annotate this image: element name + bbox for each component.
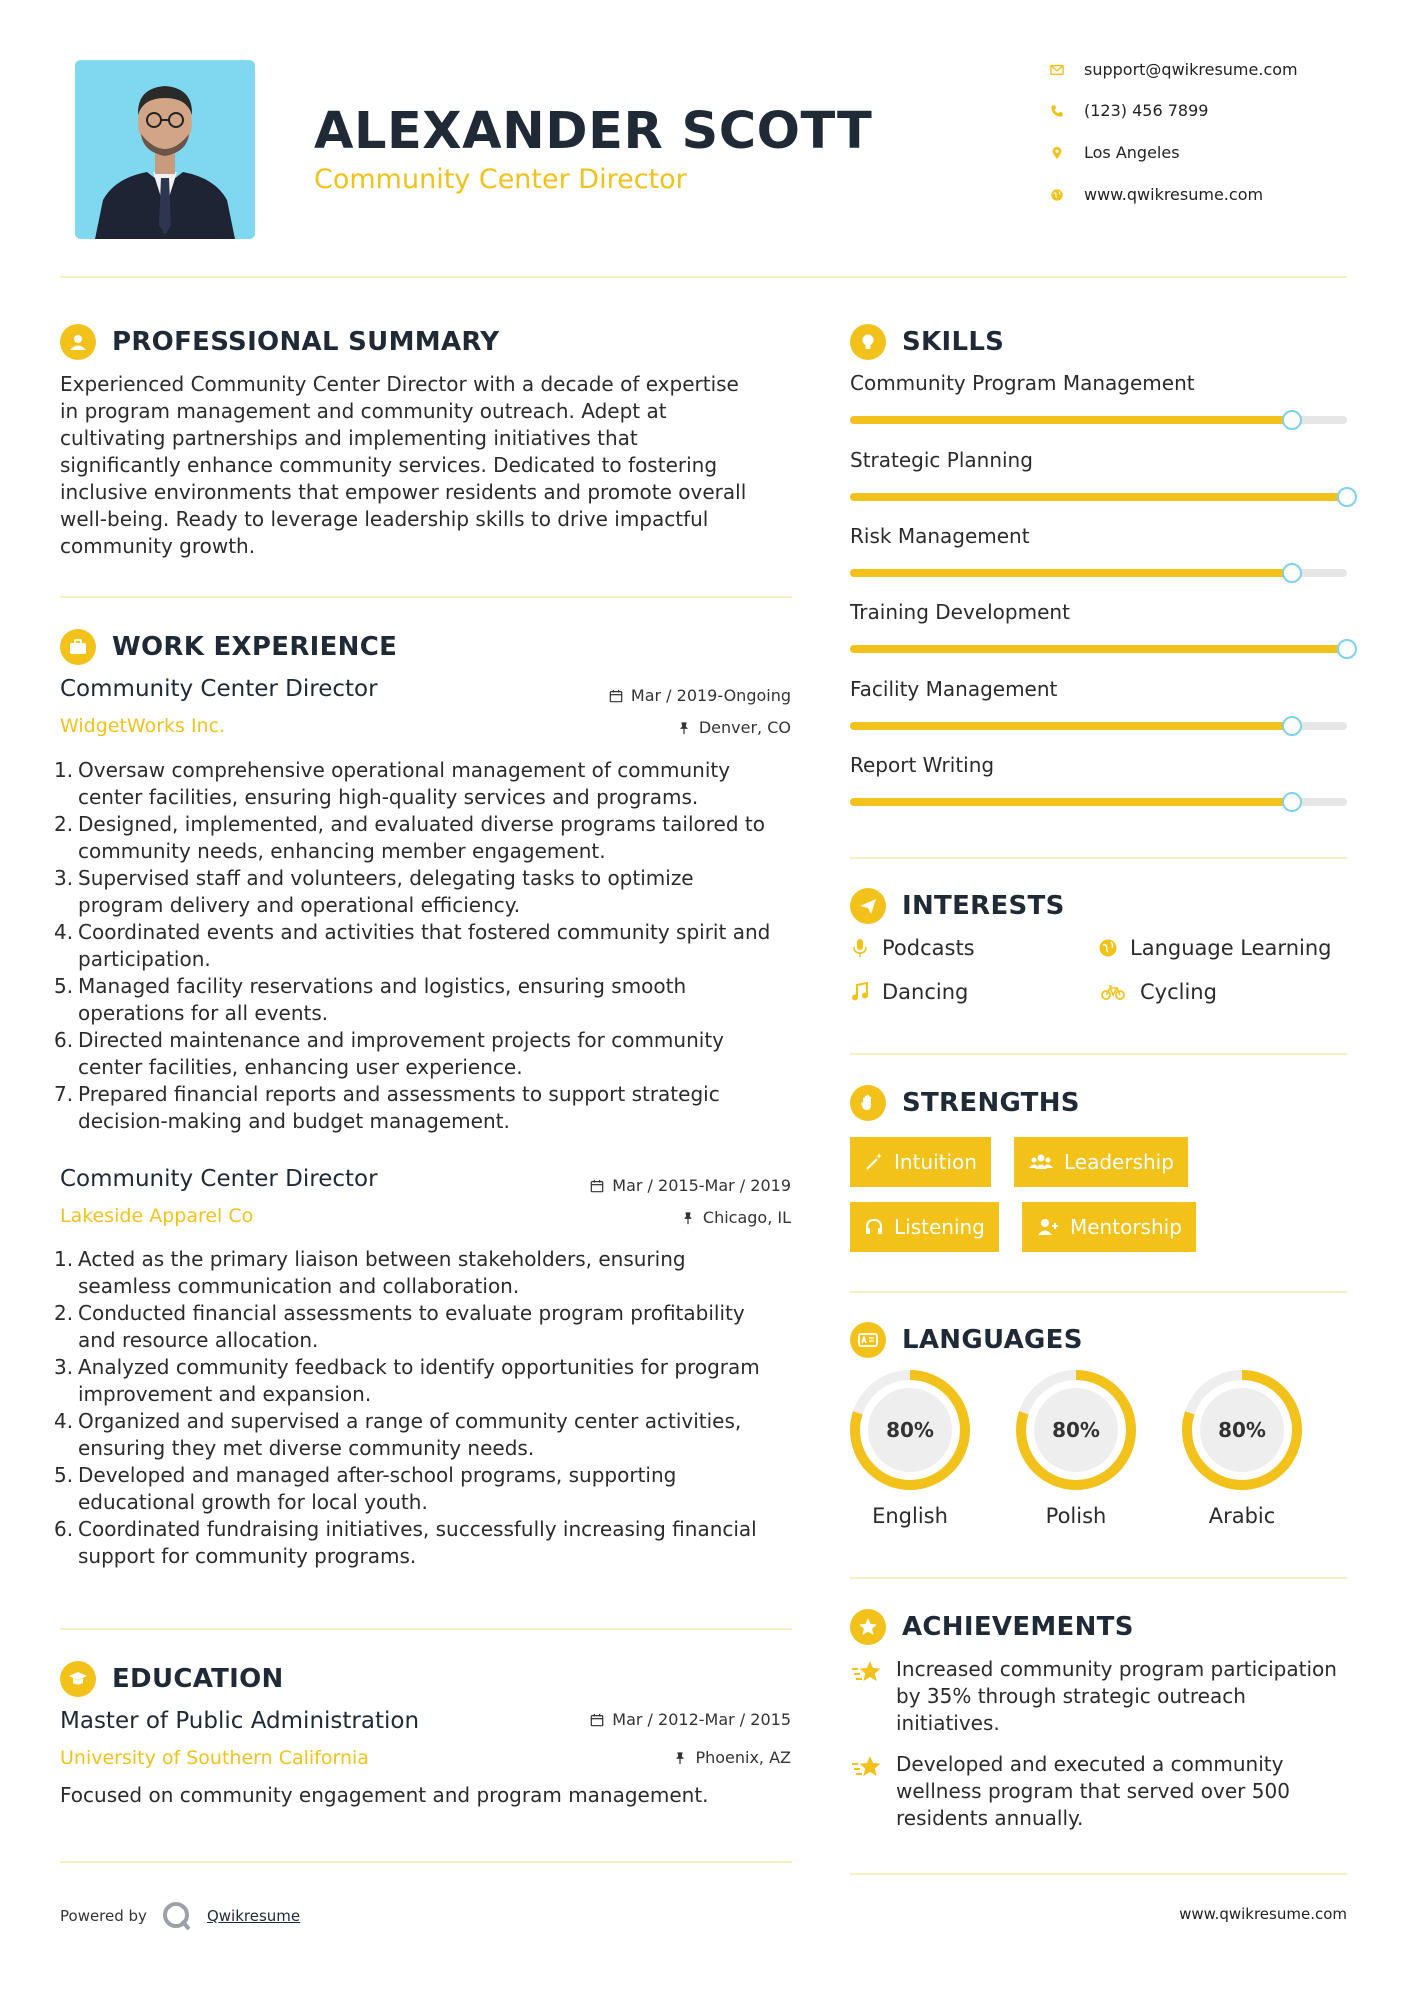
language-card-icon — [850, 1322, 886, 1358]
interest-label: Cycling — [1140, 980, 1217, 1004]
job-location — [681, 1208, 791, 1227]
contact-location — [1050, 143, 1370, 162]
job-bullets — [60, 757, 780, 1135]
map-pin-icon — [1050, 146, 1064, 160]
contact-website[interactable] — [1050, 185, 1370, 204]
magic-wand-icon — [864, 1152, 884, 1172]
graduate-icon — [60, 1661, 96, 1697]
lightbulb-icon — [850, 324, 886, 360]
phone-icon — [1050, 104, 1064, 118]
skill-bar-knob — [1337, 639, 1357, 659]
bicycle-icon — [1098, 982, 1128, 1002]
strength-label: Intuition — [894, 1150, 977, 1174]
job-date — [609, 686, 791, 705]
interests-title: INTERESTS — [902, 891, 1065, 921]
interests-heading — [850, 888, 1065, 924]
education-date — [590, 1710, 791, 1729]
skill-name: Report Writing — [850, 753, 995, 777]
education-date-text: Mar / 2012-Mar / 2015 — [612, 1710, 791, 1729]
skill-bar — [850, 493, 1347, 501]
job-bullet: Coordinated fundraising initiatives, successfully increasing financial support for community programs. — [78, 1517, 757, 1568]
languages-heading — [850, 1322, 1083, 1358]
interest-label: Language Learning — [1130, 936, 1332, 960]
summary-line: significantly enhance community services. Dedicated to fostering — [60, 453, 718, 477]
achievements-title: ACHIEVEMENTS — [902, 1612, 1134, 1642]
job-company: WidgetWorks Inc. — [60, 715, 226, 737]
header-divider — [60, 276, 1347, 278]
briefcase-icon — [60, 629, 96, 665]
job-location-text: Chicago, IL — [702, 1208, 791, 1227]
contact-phone-text: (123) 456 7899 — [1084, 101, 1209, 120]
pushpin-icon — [681, 1211, 695, 1225]
skill-bar-fill — [850, 416, 1292, 424]
job-bullet: Prepared financial reports and assessments to support strategic decision-making and budget management. — [78, 1082, 720, 1133]
strength-label: Mentorship — [1070, 1215, 1182, 1239]
calendar-icon — [590, 1713, 604, 1727]
summary-line: cultivating partnerships and implementing initiatives that — [60, 426, 638, 450]
job-date-text: Mar / 2015-Mar / 2019 — [612, 1176, 791, 1195]
job-bullet: Directed maintenance and improvement projects for community center facilities, enhancing user experience. — [78, 1028, 724, 1079]
microphone-icon — [850, 938, 870, 958]
skill-bar-fill — [850, 569, 1292, 577]
job-bullet: Organized and supervised a range of community center activities, ensuring they met diverse community needs. — [78, 1409, 742, 1460]
summary-line: inclusive environments that empower residents and promote overall — [60, 480, 747, 504]
education-heading — [60, 1661, 284, 1697]
language-name: Arabic — [1208, 1504, 1276, 1528]
education-location — [673, 1748, 791, 1767]
skills-heading — [850, 324, 1004, 360]
skill-bar-knob — [1282, 716, 1302, 736]
calendar-icon — [590, 1179, 604, 1193]
skill-bar-fill — [850, 722, 1292, 730]
achievements-heading — [850, 1609, 1134, 1645]
user-icon — [60, 324, 96, 360]
skill-name: Community Program Management — [850, 371, 1195, 395]
contact-website-text: www.qwikresume.com — [1084, 185, 1264, 204]
summary-heading — [60, 324, 499, 360]
strengths-title: STRENGTHS — [902, 1088, 1080, 1118]
candidate-name: ALEXANDER SCOTT — [314, 102, 873, 161]
user-plus-icon — [1036, 1217, 1060, 1237]
job-bullet: Conducted financial assessments to evaluate program profitability and resource allocation. — [78, 1301, 745, 1352]
skill-bar — [850, 798, 1347, 806]
job-location — [677, 718, 791, 737]
skill-bar-knob — [1282, 792, 1302, 812]
job-location-text: Denver, CO — [698, 718, 791, 737]
job-company: Lakeside Apparel Co — [60, 1205, 254, 1227]
music-note-icon — [850, 982, 870, 1002]
strength-badge — [850, 1202, 999, 1252]
interests-divider — [850, 1053, 1347, 1055]
interest-item — [1098, 936, 1331, 960]
footer-website-link[interactable]: www.qwikresume.com — [1179, 1905, 1347, 1923]
language-percent: 80% — [1052, 1418, 1100, 1442]
star-icon — [850, 1658, 884, 1688]
language-name: Polish — [1045, 1504, 1107, 1528]
skill-bar-knob — [1282, 563, 1302, 583]
interest-item — [850, 936, 975, 960]
summary-line: well-being. Ready to leverage leadership skills to drive impactful — [60, 507, 709, 531]
skill-bar-knob — [1282, 410, 1302, 430]
qwikresume-logo-icon — [161, 1900, 193, 1932]
job-bullet: Oversaw comprehensive operational management of community center facilities, ensuring high-quality services and programs. — [78, 758, 731, 809]
achievement-item — [850, 1751, 1350, 1832]
languages-title: LANGUAGES — [902, 1325, 1083, 1355]
job-bullets — [60, 1246, 780, 1570]
job-bullet: Supervised staff and volunteers, delegating tasks to optimize program delivery and operational efficiency. — [78, 866, 694, 917]
job-bullet: Acted as the primary liaison between stakeholders, ensuring seamless communication and collaboration. — [78, 1247, 686, 1298]
footer-brand-link[interactable]: Qwikresume — [206, 1907, 301, 1925]
job-bullet: Coordinated events and activities that fostered community spirit and participation. — [78, 920, 771, 971]
profile-photo — [75, 60, 255, 239]
job-date-text: Mar / 2019-Ongoing — [630, 686, 791, 705]
education-divider — [60, 1861, 792, 1863]
interest-label: Dancing — [882, 980, 969, 1004]
globe-icon — [1050, 188, 1064, 202]
skill-name: Facility Management — [850, 677, 1058, 701]
summary-line: community growth. — [60, 534, 256, 558]
language-percent: 80% — [886, 1418, 934, 1442]
education-title: EDUCATION — [112, 1664, 284, 1694]
skill-bar — [850, 569, 1347, 577]
skill-bar-fill — [850, 493, 1347, 501]
candidate-role: Community Center Director — [314, 164, 687, 195]
strength-badge — [1014, 1137, 1188, 1187]
pushpin-icon — [677, 721, 691, 735]
summary-line: in program management and community outreach. Adept at — [60, 399, 667, 423]
strengths-heading — [850, 1085, 1080, 1121]
strength-badge — [1022, 1202, 1196, 1252]
job-bullet: Analyzed community feedback to identify opportunities for program improvement and expansion. — [78, 1355, 760, 1406]
profile-photo-illustration — [75, 60, 255, 239]
paper-plane-icon — [850, 888, 886, 924]
skills-divider — [850, 857, 1347, 859]
language-percent: 80% — [1218, 1418, 1266, 1442]
strength-badge — [850, 1137, 991, 1187]
achievements-divider — [850, 1873, 1347, 1875]
school-name: University of Southern California — [60, 1747, 369, 1769]
job-date — [590, 1176, 791, 1195]
summary-title: PROFESSIONAL SUMMARY — [112, 327, 500, 357]
experience-heading — [60, 629, 397, 665]
experience-title: WORK EXPERIENCE — [112, 632, 398, 662]
strength-label: Listening — [894, 1215, 985, 1239]
skill-bar-fill — [850, 645, 1347, 653]
skill-bar-fill — [850, 798, 1292, 806]
job-title: Community Center Director — [60, 1166, 378, 1192]
skill-bar — [850, 416, 1347, 424]
skill-name: Strategic Planning — [850, 448, 1033, 472]
language-name: English — [872, 1504, 948, 1528]
education-location-text: Phoenix, AZ — [695, 1748, 791, 1767]
contact-phone[interactable] — [1050, 101, 1370, 120]
headphones-icon — [864, 1217, 884, 1237]
job-bullet: Managed facility reservations and logistics, ensuring smooth operations for all events. — [78, 974, 687, 1025]
users-icon — [1028, 1152, 1054, 1172]
achievement-text: Increased community program participation by 35% through strategic outreach initiatives. — [896, 1657, 1337, 1735]
skill-name: Risk Management — [850, 524, 1030, 548]
strength-label: Leadership — [1064, 1150, 1174, 1174]
skills-title: SKILLS — [902, 327, 1005, 357]
skill-bar — [850, 645, 1347, 653]
degree-title: Master of Public Administration — [60, 1708, 420, 1734]
contact-email[interactable] — [1050, 60, 1370, 79]
star-badge-icon — [850, 1609, 886, 1645]
achievement-item — [850, 1656, 1350, 1737]
job-title: Community Center Director — [60, 676, 378, 702]
envelope-icon — [1050, 63, 1064, 77]
job-bullet: Developed and managed after-school programs, supporting educational growth for local youth. — [78, 1463, 677, 1514]
contact-location-text: Los Angeles — [1084, 143, 1180, 162]
education-description: Focused on community engagement and program management. — [60, 1783, 709, 1807]
hand-icon — [850, 1085, 886, 1121]
footer-powered-by — [60, 1900, 300, 1932]
summary-line: Experienced Community Center Director with a decade of expertise — [60, 372, 739, 396]
achievement-text: Developed and executed a community wellness program that served over 500 residents annually. — [896, 1752, 1290, 1830]
globe-icon — [1098, 938, 1118, 958]
summary-divider — [60, 596, 792, 598]
skill-name: Training Development — [850, 600, 1070, 624]
calendar-icon — [609, 689, 623, 703]
summary-text — [60, 371, 800, 560]
interest-item — [1098, 980, 1217, 1004]
interest-label: Podcasts — [882, 936, 975, 960]
experience-divider — [60, 1628, 792, 1630]
star-icon — [850, 1753, 884, 1783]
job-bullet: Designed, implemented, and evaluated diverse programs tailored to community needs, enhancing member engagement. — [78, 812, 765, 863]
skill-bar-knob — [1337, 487, 1357, 507]
strengths-divider — [850, 1291, 1347, 1293]
interest-item — [850, 980, 968, 1004]
languages-divider — [850, 1577, 1347, 1579]
skill-bar — [850, 722, 1347, 730]
pushpin-icon — [673, 1751, 687, 1765]
powered-by-text: Powered by — [60, 1907, 147, 1925]
contact-email-text: support@qwikresume.com — [1084, 60, 1298, 79]
